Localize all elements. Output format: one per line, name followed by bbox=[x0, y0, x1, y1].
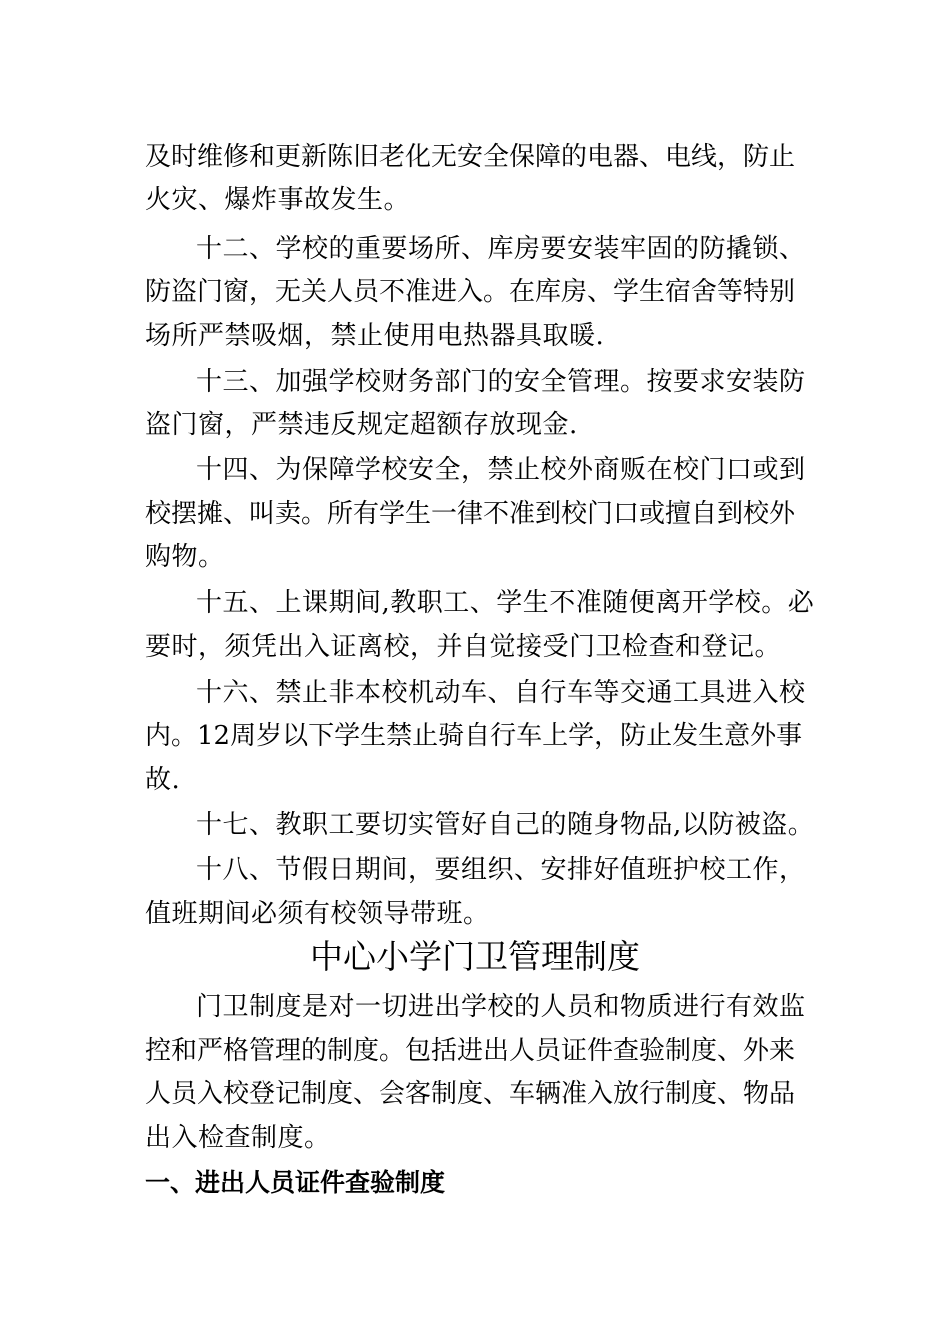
paragraph-11-line-2: 火灾、爆炸事故发生。 bbox=[145, 185, 411, 215]
paragraph-15-line-1: 十五、上课期间,教职工、学生不准随便离开学校。必 bbox=[196, 588, 815, 618]
paragraph-18-line-1: 十八、节假日期间，要组织、安排好值班护校工作， bbox=[196, 855, 806, 885]
paragraph-14-line-1: 十四、为保障学校安全，禁止校外商贩在校门口或到 bbox=[196, 455, 806, 485]
paragraph-12-line-2: 防盗门窗，无关人员不准进入。在库房、学生宿舍等特别 bbox=[145, 277, 796, 307]
paragraph-18-line-2: 值班期间必须有校领导带班。 bbox=[145, 899, 490, 929]
paragraph-13-line-1: 十三、加强学校财务部门的安全管理。按要求安装防 bbox=[196, 367, 806, 397]
paragraph-16-line-1: 十六、禁止非本校机动车、自行车等交通工具进入校 bbox=[196, 678, 806, 708]
paragraph-11-line-1: 及时维修和更新陈旧老化无安全保障的电器、电线，防止 bbox=[145, 142, 796, 172]
intro-line-2: 控和严格管理的制度。包括进出人员证件查验制度、外来 bbox=[145, 1036, 796, 1066]
paragraph-12-line-3: 场所严禁吸烟，禁止使用电热器具取暖. bbox=[145, 321, 605, 351]
paragraph-14-line-2: 校摆摊、叫卖。所有学生一律不准到校门口或擅自到校外 bbox=[145, 499, 796, 529]
paragraph-16-line-3: 故. bbox=[145, 765, 181, 795]
paragraph-14-line-3: 购物。 bbox=[145, 542, 225, 572]
paragraph-16-line-2: 内。12周岁以下学生禁止骑自行车上学，防止发生意外事 bbox=[145, 721, 803, 751]
paragraph-13-line-2: 盗门窗，严禁违反规定超额存放现金. bbox=[145, 410, 578, 440]
intro-line-1: 门卫制度是对一切进出学校的人员和物质进行有效监 bbox=[196, 992, 806, 1022]
paragraph-17-line-1: 十七、教职工要切实管好自己的随身物品,以防被盗。 bbox=[196, 810, 815, 840]
intro-line-4: 出入检查制度。 bbox=[145, 1123, 331, 1153]
paragraph-15-line-2: 要时，须凭出入证离校，并自觉接受门卫检查和登记。 bbox=[145, 632, 782, 662]
section-1-heading: 一、进出人员证件查验制度 bbox=[145, 1168, 446, 1197]
paragraph-12-line-1: 十二、学校的重要场所、库房要安装牢固的防撬锁、 bbox=[196, 234, 806, 264]
intro-line-3: 人员入校登记制度、会客制度、车辆准入放行制度、物品 bbox=[145, 1079, 796, 1109]
document-title: 中心小学门卫管理制度 bbox=[310, 937, 640, 976]
